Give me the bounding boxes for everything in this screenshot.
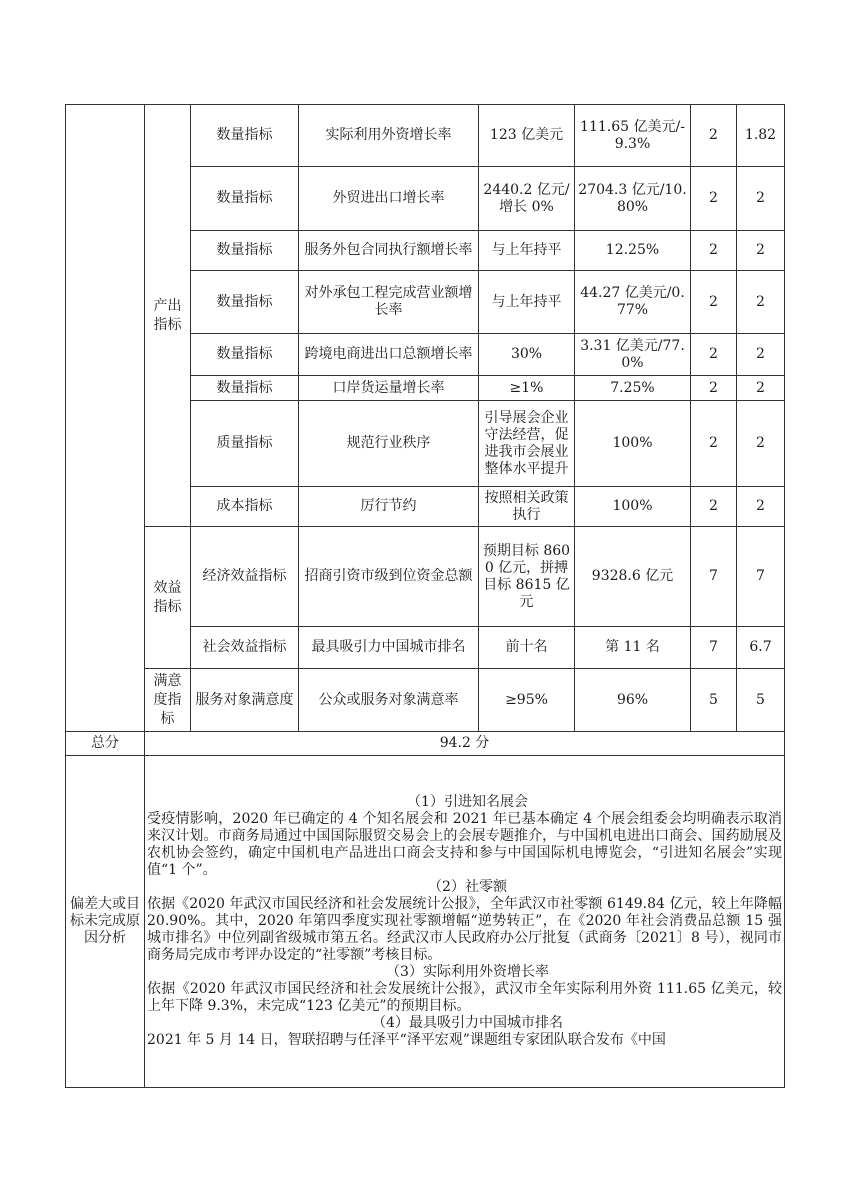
category-cell: 数量指标 (191, 271, 299, 334)
analysis-heading: （2）社零额 (428, 879, 507, 895)
first-level-indicator-cell (66, 105, 145, 732)
analysis-paragraph: 2021 年 5 月 14 日，智联招聘与任泽平“泽平宏观”课题组专家团队联合发布《中国 (147, 1032, 666, 1048)
indicator-cell: 外贸进出口增长率 (299, 167, 479, 231)
actual-cell: 96% (575, 669, 691, 732)
weight-cell: 2 (691, 231, 737, 271)
score-cell: 5 (737, 669, 785, 732)
target-cell: 按照相关政策执行 (479, 487, 575, 527)
category-cell: 经济效益指标 (191, 527, 299, 627)
category-cell: 服务对象满意度 (191, 669, 299, 732)
indicator-cell: 厉行节约 (299, 487, 479, 527)
category-cell: 数量指标 (191, 167, 299, 231)
weight-cell: 7 (691, 627, 737, 669)
actual-cell: 111.65 亿美元/-9.3% (575, 105, 691, 167)
target-cell: 123 亿美元 (479, 105, 575, 167)
weight-cell: 5 (691, 669, 737, 732)
group-label: 效益指标 (153, 579, 182, 615)
actual-cell: 7.25% (575, 376, 691, 401)
actual-cell: 3.31 亿美元/77.0% (575, 334, 691, 376)
actual-cell: 9328.6 亿元 (575, 527, 691, 627)
target-cell: 预期目标 8600 亿元，拼搏目标 8615 亿元 (479, 527, 575, 627)
category-cell: 数量指标 (191, 231, 299, 271)
weight-cell: 2 (691, 105, 737, 167)
analysis-paragraph: 依据《2020 年武汉市国民经济和社会发展统计公报》，武汉市全年实际利用外资 111.65 亿美元，较上年下降 9.3%，未完成“123 亿美元”的预期目标。 (147, 981, 782, 1014)
indicator-cell: 公众或服务对象满意率 (299, 669, 479, 732)
category-cell: 社会效益指标 (191, 627, 299, 669)
actual-cell: 2704.3 亿元/10.80% (575, 167, 691, 231)
score-cell: 1.82 (737, 105, 785, 167)
score-cell: 2 (737, 167, 785, 231)
score-cell: 2 (737, 271, 785, 334)
score-cell: 2 (737, 487, 785, 527)
target-cell: 与上年持平 (479, 231, 575, 271)
target-cell: ≥1% (479, 376, 575, 401)
category-cell: 成本指标 (191, 487, 299, 527)
group-cell-output (145, 105, 191, 527)
weight-cell: 2 (691, 271, 737, 334)
indicator-cell: 招商引资市级到位资金总额 (299, 527, 479, 627)
analysis-paragraph: 受疫情影响，2020 年已确定的 4 个知名展会和 2021 年已基本确定 4 个展会组委会均明确表示取消来汉计划。市商务局通过中国国际服贸交易会上的会展专题推介，与中国机电进出口商会、国药励展及农机协会签约，确定中国机电产品进出口商会支持和参与中国国际机电博览会，“引进知名展会”实现值“1 个”。 (147, 811, 782, 878)
weight-cell: 2 (691, 334, 737, 376)
actual-cell: 12.25% (575, 231, 691, 271)
total-value: 94.2 分 (145, 732, 785, 756)
table-row (66, 105, 785, 167)
score-cell: 2 (737, 231, 785, 271)
target-cell: 2440.2 亿元/增长 0% (479, 167, 575, 231)
weight-cell: 2 (691, 401, 737, 487)
total-label: 总分 (66, 732, 145, 756)
indicator-cell: 服务外包合同执行额增长率 (299, 231, 479, 271)
score-cell: 2 (737, 376, 785, 401)
total-row (66, 732, 785, 756)
performance-table (65, 104, 785, 1088)
category-cell: 数量指标 (191, 376, 299, 401)
target-cell: 30% (479, 334, 575, 376)
weight-cell: 7 (691, 527, 737, 627)
actual-cell: 100% (575, 487, 691, 527)
analysis-row (66, 756, 785, 1088)
indicator-cell: 跨境电商进出口总额增长率 (299, 334, 479, 376)
group-label: 产出指标 (153, 297, 182, 333)
group-cell-benefit (145, 527, 191, 669)
weight-cell: 2 (691, 376, 737, 401)
score-cell: 6.7 (737, 627, 785, 669)
score-cell: 2 (737, 334, 785, 376)
actual-cell: 第 11 名 (575, 627, 691, 669)
category-cell: 数量指标 (191, 334, 299, 376)
actual-cell: 44.27 亿美元/0.77% (575, 271, 691, 334)
weight-cell: 2 (691, 167, 737, 231)
indicator-cell: 最具吸引力中国城市排名 (299, 627, 479, 669)
weight-cell: 2 (691, 487, 737, 527)
indicator-cell: 对外承包工程完成营业额增长率 (299, 271, 479, 334)
analysis-paragraph: 依据《2020 年武汉市国民经济和社会发展统计公报》，全年武汉市社零额 6149.84 亿元，较上年降幅 20.90%。其中，2020 年第四季度实现社零额增幅“逆势转正”，在《2020 年社会消费品总额 15 强城市排名》中位列副省级城市第五名。经武汉市人民政府办公厅批复（武商务〔2021〕8 号），视同市商务局完成市考评办设定的“社零额”考核目标。 (147, 896, 782, 963)
indicator-cell: 规范行业秩序 (299, 401, 479, 487)
target-cell: ≥95% (479, 669, 575, 732)
analysis-content (145, 756, 785, 1088)
score-cell: 2 (737, 401, 785, 487)
category-cell: 质量指标 (191, 401, 299, 487)
target-cell: 与上年持平 (479, 271, 575, 334)
analysis-label: 偏差大或目标未完成原因分析 (66, 756, 145, 1088)
target-cell: 前十名 (479, 627, 575, 669)
table-row (66, 527, 785, 627)
target-cell: 引导展会企业守法经营，促进我市会展业整体水平提升 (479, 401, 575, 487)
indicator-cell: 口岸货运量增长率 (299, 376, 479, 401)
indicator-cell: 实际利用外资增长率 (299, 105, 479, 167)
actual-cell: 100% (575, 401, 691, 487)
table-row (66, 669, 785, 732)
analysis-heading: （3）实际利用外资增长率 (386, 964, 549, 980)
analysis-heading: （4）最具吸引力中国城市排名 (372, 1015, 563, 1031)
group-label: 满意度指标 (153, 672, 182, 727)
analysis-heading: （1）引进知名展会 (407, 794, 528, 810)
group-cell-satisfaction (145, 669, 191, 732)
score-cell: 7 (737, 527, 785, 627)
category-cell: 数量指标 (191, 105, 299, 167)
